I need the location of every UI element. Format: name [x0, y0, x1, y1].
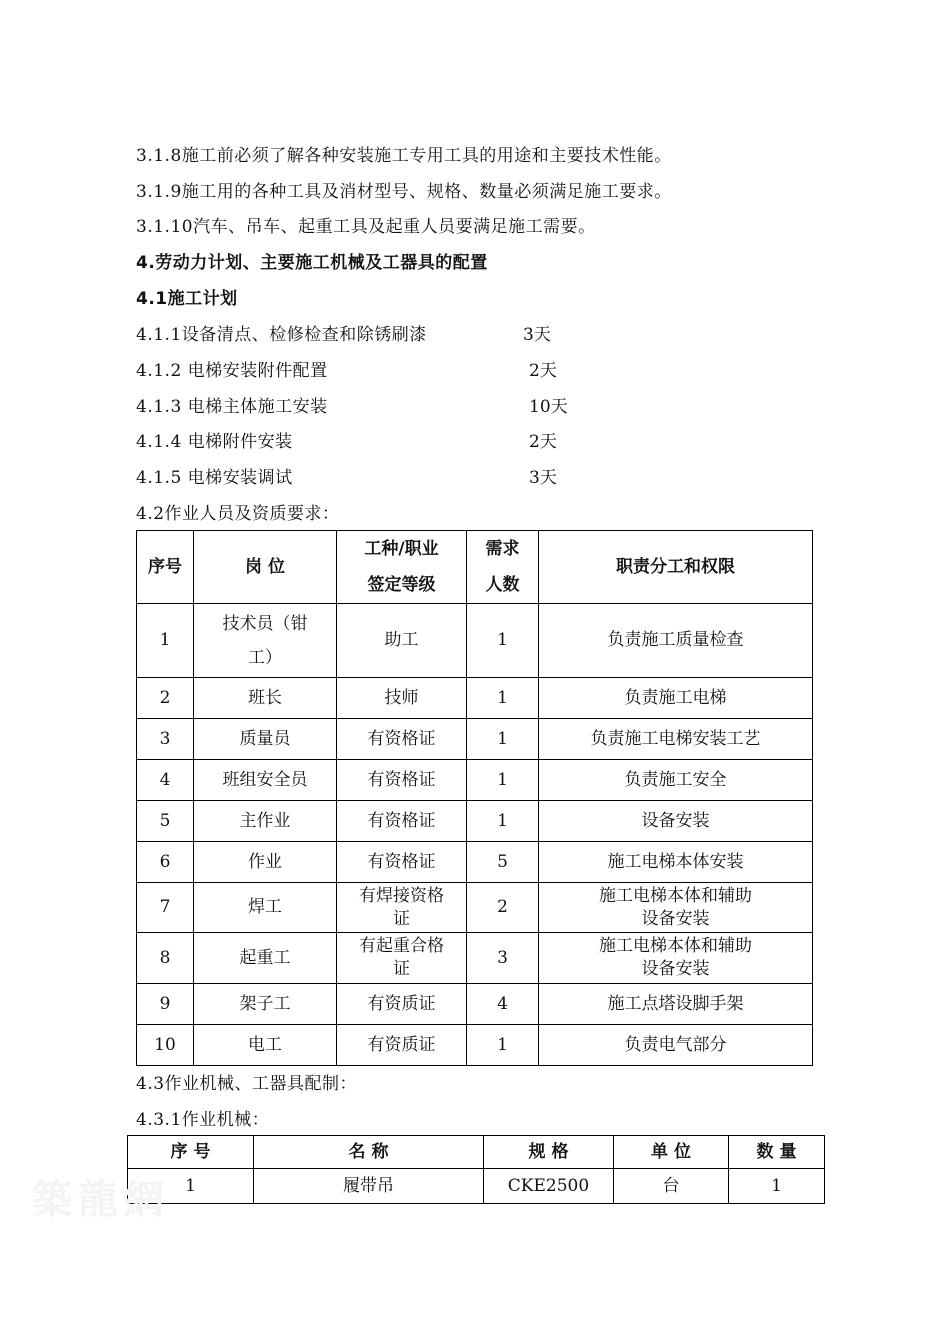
machine-header-unit: 单 位: [614, 1136, 729, 1169]
machine-row: [128, 1169, 825, 1204]
cell-duty: 设备安装: [539, 801, 813, 842]
table-row: [137, 760, 813, 801]
cell-post: [194, 604, 337, 678]
machine-header-no: 序 号: [128, 1136, 254, 1169]
cell-post: 质量员: [194, 719, 337, 760]
cell-no: 8: [137, 933, 194, 984]
cell-no: 10: [137, 1025, 194, 1066]
cell-no: 1: [137, 604, 194, 678]
cell-grade: 技师: [337, 678, 467, 719]
cell-no: 2: [137, 678, 194, 719]
machine-header-qty: 数 量: [729, 1136, 825, 1169]
machine-cell-no: 1: [128, 1169, 254, 1204]
paragraph-3-1-9: 3.1.9施工用的各种工具及消材型号、规格、数量必须满足施工要求。: [136, 182, 672, 202]
cell-no: 4: [137, 760, 194, 801]
cell-no: 6: [137, 842, 194, 883]
paragraph-3-1-8: 3.1.8施工前必须了解各种安装施工专用工具的用途和主要技术性能。: [136, 146, 672, 166]
cell-count: 3: [467, 933, 539, 984]
schedule-days: 2天: [529, 361, 557, 381]
cell-count: 4: [467, 984, 539, 1025]
cell-count: 1: [467, 719, 539, 760]
cell-duty-line2: 设备安装: [641, 959, 710, 979]
cell-grade: 有资格证: [337, 842, 467, 883]
machine-cell-name: 履带吊: [254, 1169, 484, 1204]
table-row: [137, 842, 813, 883]
table-row: [137, 719, 813, 760]
schedule-item: 4.1.2 电梯安装附件配置: [136, 361, 328, 381]
schedule-days: 2天: [529, 432, 557, 452]
schedule-item: 4.1.1设备清点、检修检查和除锈刷漆: [136, 325, 427, 345]
section-4-3-title: 4.3作业机械、工器具配制：: [136, 1074, 358, 1094]
table-row: [137, 678, 813, 719]
cell-post-line1: 技术员（钳: [222, 613, 308, 634]
section-4-3-1-title: 4.3.1作业机械：: [136, 1110, 270, 1130]
table-row: [137, 1025, 813, 1066]
machine-cell-unit: 台: [614, 1169, 729, 1204]
machine-cell-qty: 1: [729, 1169, 825, 1204]
cell-no: 3: [137, 719, 194, 760]
machine-table: [127, 1135, 825, 1204]
cell-grade: 有资质证: [337, 984, 467, 1025]
cell-duty: 施工点塔设脚手架: [539, 984, 813, 1025]
cell-post: 架子工: [194, 984, 337, 1025]
cell-duty: [539, 883, 813, 933]
table-row: [137, 883, 813, 933]
cell-duty: [539, 933, 813, 984]
cell-grade: 有资质证: [337, 1025, 467, 1066]
cell-duty: 负责施工电梯安装工艺: [539, 719, 813, 760]
cell-duty: 负责电气部分: [539, 1025, 813, 1066]
cell-grade: 有资格证: [337, 801, 467, 842]
cell-grade-line2: 证: [393, 959, 410, 979]
cell-post: 班组安全员: [194, 760, 337, 801]
machine-cell-spec: CKE2500: [484, 1169, 614, 1204]
cell-post: 班长: [194, 678, 337, 719]
cell-post: 焊工: [194, 883, 337, 933]
cell-count: 1: [467, 760, 539, 801]
schedule-item: 4.1.4 电梯附件安装: [136, 432, 293, 452]
cell-grade: 助工: [337, 604, 467, 678]
table-row: [137, 984, 813, 1025]
paragraph-3-1-10: 3.1.10汽车、吊车、起重工具及起重人员要满足施工需要。: [136, 217, 596, 237]
cell-grade: [337, 933, 467, 984]
schedule-item: 4.1.3 电梯主体施工安装: [136, 397, 328, 417]
cell-count: 1: [467, 1025, 539, 1066]
header-grade-line1: 工种/职业: [364, 539, 439, 559]
cell-count: 1: [467, 604, 539, 678]
cell-duty-line1: 施工电梯本体和辅助: [599, 936, 752, 956]
cell-count: 1: [467, 801, 539, 842]
header-post: 岗 位: [194, 531, 337, 604]
cell-count: 1: [467, 678, 539, 719]
schedule-item: 4.1.5 电梯安装调试: [136, 468, 293, 488]
cell-duty-line1: 施工电梯本体和辅助: [599, 885, 752, 906]
header-count: [467, 531, 539, 604]
section-heading-4: 4.劳动力计划、主要施工机械及工器具的配置: [136, 253, 488, 273]
cell-grade-line1: 有起重合格: [359, 936, 444, 956]
cell-post: 起重工: [194, 933, 337, 984]
header-count-line2: 人数: [485, 575, 520, 595]
cell-duty-line2: 设备安装: [641, 908, 710, 929]
cell-grade: 有资格证: [337, 719, 467, 760]
cell-grade: 有资格证: [337, 760, 467, 801]
cell-duty: 施工电梯本体安装: [539, 842, 813, 883]
cell-post-line2: 工）: [248, 647, 282, 668]
header-count-line1: 需求: [485, 539, 520, 559]
cell-post: 主作业: [194, 801, 337, 842]
machine-header-name: 名 称: [254, 1136, 484, 1169]
header-grade-line2: 签定等级: [367, 575, 436, 595]
table-header-row: [137, 531, 813, 604]
watermark-logo: 築龍網: [32, 1177, 170, 1223]
header-no: 序号: [137, 531, 194, 604]
machine-header-spec: 规 格: [484, 1136, 614, 1169]
header-duty: 职责分工和权限: [539, 531, 813, 604]
cell-grade: [337, 883, 467, 933]
table-row: [137, 933, 813, 984]
cell-post: 作业: [194, 842, 337, 883]
cell-duty: 负责施工安全: [539, 760, 813, 801]
cell-grade-line2: 证: [393, 908, 410, 929]
cell-duty: 负责施工电梯: [539, 678, 813, 719]
machine-header-row: [128, 1136, 825, 1169]
section-heading-4-1: 4.1施工计划: [136, 289, 238, 309]
cell-no: 9: [137, 984, 194, 1025]
schedule-days: 10天: [529, 397, 568, 417]
cell-no: 7: [137, 883, 194, 933]
staff-qualification-table: [136, 530, 813, 1066]
schedule-days: 3天: [523, 325, 551, 345]
cell-count: 2: [467, 883, 539, 933]
cell-duty: 负责施工质量检查: [539, 604, 813, 678]
cell-count: 5: [467, 842, 539, 883]
header-grade: [337, 531, 467, 604]
table-row: [137, 604, 813, 678]
cell-no: 5: [137, 801, 194, 842]
table-row: [137, 801, 813, 842]
schedule-days: 3天: [529, 468, 557, 488]
cell-grade-line1: 有焊接资格: [359, 885, 444, 906]
section-4-2-title: 4.2作业人员及资质要求：: [136, 504, 340, 524]
cell-post: 电工: [194, 1025, 337, 1066]
